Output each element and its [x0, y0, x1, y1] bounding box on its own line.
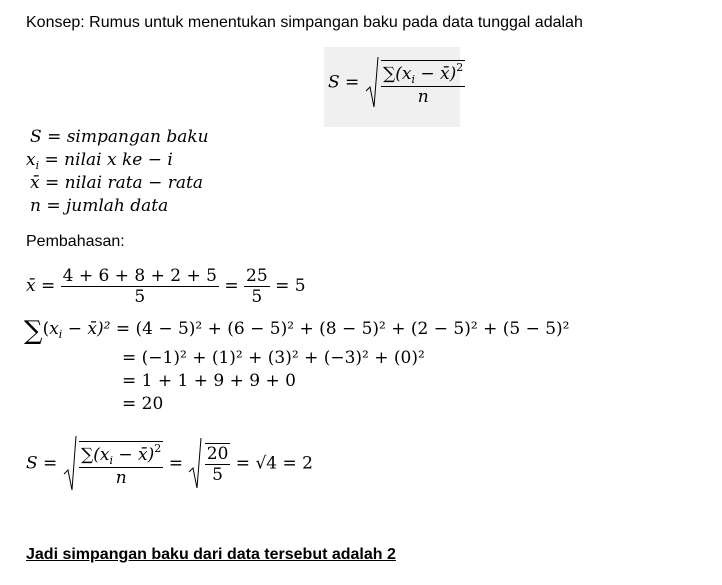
- final-num: ∑(x: [81, 444, 110, 465]
- def-n: n = jumlah data: [30, 196, 169, 216]
- mean-tail: = 5: [275, 276, 306, 296]
- final-num2: 20: [206, 444, 229, 464]
- final-eq: =: [168, 453, 183, 474]
- def-xbar: x̄ = nilai rata − rata: [30, 173, 203, 193]
- formula-sub: i: [411, 72, 415, 86]
- mean-equation: [26, 266, 306, 307]
- sum-line-1: $\sum(x_i$ − x̄)² = (4 − 5)² + (6 − 5)² + (8 − 5)² + (2 − 5)² + (5 − 5)²: [24, 316, 570, 346]
- sqrt-icon: [63, 434, 77, 494]
- sum-line-1-text: (4 − 5)² + (6 − 5)² + (8 − 5)² + (2 − 5)² + (5 − 5)²: [135, 319, 570, 339]
- formula-num: ∑(x: [383, 63, 412, 84]
- final-lhs: S =: [26, 453, 58, 474]
- final-tail: = √4 = 2: [235, 453, 313, 474]
- formula: [328, 55, 465, 111]
- mean-lhs: x̄ =: [26, 276, 56, 296]
- sqrt-icon: [188, 436, 202, 492]
- mean-num2: 25: [246, 266, 268, 286]
- mean-den2: 5: [251, 287, 263, 307]
- conclusion-text: Jadi simpangan baku dari data tersebut adalah 2: [26, 546, 396, 563]
- sum-line-4: = 20: [122, 394, 164, 414]
- final-den2: 5: [212, 465, 223, 485]
- sigma-icon: ∑: [24, 316, 43, 346]
- final-equation: [26, 434, 313, 494]
- formula-sup: 2: [456, 60, 464, 74]
- pembahasan-label: Pembahasan:: [26, 233, 125, 250]
- final-den: n: [115, 467, 127, 488]
- formula-den: n: [417, 86, 429, 107]
- final-num-tail: − x̄): [113, 444, 155, 465]
- intro-text: Konsep: Rumus untuk menentukan simpangan baku pada data tunggal adalah: [26, 14, 583, 31]
- sum-lhs-sub: i: [58, 328, 63, 341]
- sum-line-3: = 1 + 1 + 9 + 9 + 0: [122, 371, 296, 391]
- mean-eq: =: [224, 276, 239, 296]
- sqrt-icon: [365, 55, 379, 111]
- sum-lhs-tail: − x̄)² =: [62, 319, 131, 339]
- def-xi: $x_i$ = nilai x ke − i: [26, 150, 173, 172]
- formula-lhs: S =: [328, 72, 360, 93]
- mean-num1: 4 + 6 + 8 + 2 + 5: [62, 266, 217, 286]
- final-sup: 2: [154, 441, 162, 455]
- formula-num-tail: − x̄): [415, 63, 457, 84]
- final-sub: i: [109, 453, 113, 467]
- sum-line-2: = (−1)² + (1)² + (3)² + (−3)² + (0)²: [122, 348, 425, 368]
- mean-den1: 5: [134, 287, 146, 307]
- def-S: S = simpangan baku: [30, 127, 209, 147]
